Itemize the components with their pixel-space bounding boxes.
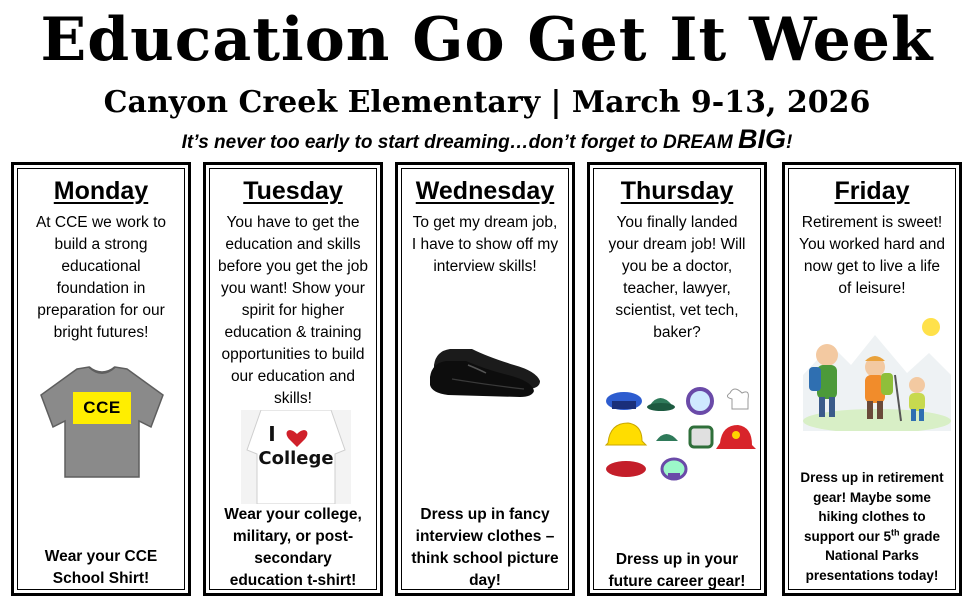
day-card-monday: [11, 162, 191, 596]
shirt-line-i: I: [268, 422, 276, 446]
friday-call-part2: grade National Parks presentations today!: [805, 528, 940, 583]
hikers-illustration: [803, 305, 951, 431]
day-title: Thursday: [620, 177, 734, 205]
day-description: Retirement is sweet! You worked hard and now get to live a life of leisure!: [799, 214, 945, 297]
day-call-to-action: Wear your CCE School Shirt!: [44, 548, 158, 587]
day-card-tuesday: [203, 162, 383, 596]
dress-shoes-icon: [428, 335, 550, 399]
day-description: At CCE we work to build a strong educational foundation in preparation for our bright futures!: [35, 214, 167, 341]
career-hats-icon: [602, 387, 758, 483]
shirt-label: CCE: [73, 392, 131, 424]
gray-tshirt-icon: [37, 365, 167, 481]
day-call-to-action: Dress up in fancy interview clothes – think school picture day!: [411, 506, 559, 589]
college-tshirt-icon: [241, 410, 351, 504]
day-card-thursday: [587, 162, 767, 596]
shirt-line-college: College: [258, 448, 334, 469]
day-description: You finally landed your dream job! Will you be a doctor, teacher, lawyer, scientist, vet tech, baker?: [608, 214, 746, 341]
tagline: [0, 124, 974, 158]
tagline-end: !: [786, 132, 793, 153]
day-description: You have to get the education and skills before you get the job you want! Show your spirit for higher education & training opportunities to build our education and skills!: [218, 214, 368, 407]
day-card-friday: [782, 162, 962, 596]
day-call-to-action: [795, 468, 949, 585]
page-title: Education Go Get It Week: [40, 5, 934, 75]
friday-call-sup: th: [890, 527, 900, 537]
day-description: To get my dream job, I have to show off my interview skills!: [411, 214, 559, 275]
day-call-to-action: Dress up in your future career gear!: [608, 551, 746, 590]
day-title: Friday: [834, 177, 910, 205]
school-date-line: Canyon Creek Elementary | March 9-13, 2026: [103, 85, 871, 120]
day-card-wednesday: [395, 162, 575, 596]
day-title: Tuesday: [243, 177, 343, 205]
tagline-big: BIG: [738, 124, 787, 154]
tagline-start: It’s never too early to start dreaming…don’t forget to DREAM: [181, 132, 738, 153]
friday-call-part1: Dress up in retirement gear! Maybe some hiking clothes to support our 5: [800, 470, 944, 544]
day-title: Wednesday: [415, 177, 555, 205]
day-call-to-action: Wear your college, military, or post-secondary education t-shirt!: [224, 506, 362, 589]
day-title: Monday: [53, 177, 149, 205]
